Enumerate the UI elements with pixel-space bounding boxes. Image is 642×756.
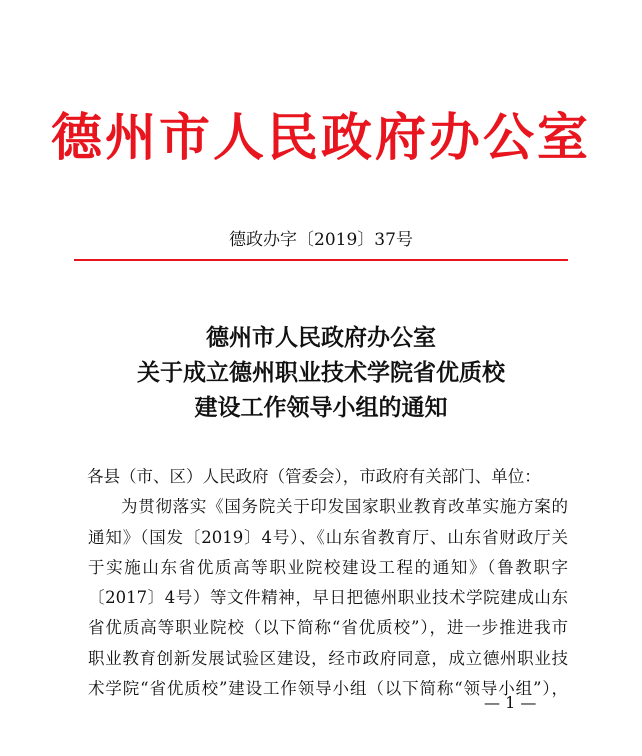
body-paragraph — [88, 492, 568, 704]
title-line-1: 德州市人民政府办公室 — [206, 324, 436, 351]
page-number: — 1 — — [484, 693, 537, 712]
document-number: 德政办字〔2019〕37号 — [229, 230, 413, 250]
paragraph-line: 术学院“省优质校”建设工作领导小组（以下简称“领导小组”）， — [88, 679, 568, 699]
paragraph-line: 〔2017〕4号）等文件精神，早日把德州职业技术学院建成山东 — [88, 588, 568, 608]
title-line-3: 建设工作领导小组的通知 — [194, 394, 448, 421]
paragraph-line: 职业教育创新发展试验区建设，经市政府同意，成立德州职业技 — [88, 648, 568, 668]
document-body — [88, 462, 568, 704]
paragraph-line: 省优质高等职业院校（以下简称“省优质校”），进一步推进我市 — [88, 618, 568, 638]
paragraph-line: 通知》（国发〔2019〕4号）、《山东省教育厅、山东省财政厅关 — [88, 527, 568, 547]
red-divider-line — [74, 259, 568, 261]
title-line-2: 关于成立德州职业技术学院省优质校 — [137, 359, 505, 386]
paragraph-line: 为贯彻落实《国务院关于印发国家职业教育改革实施方案的 — [121, 497, 568, 517]
document-title — [0, 320, 642, 425]
masthead-title: 德州市人民政府办公室 — [50, 108, 591, 168]
salutation: 各县（市、区）人民政府（管委会），市政府有关部门、单位： — [87, 467, 541, 486]
paragraph-line: 于实施山东省优质高等职业院校建设工程的通知》（鲁教职字 — [88, 557, 568, 577]
